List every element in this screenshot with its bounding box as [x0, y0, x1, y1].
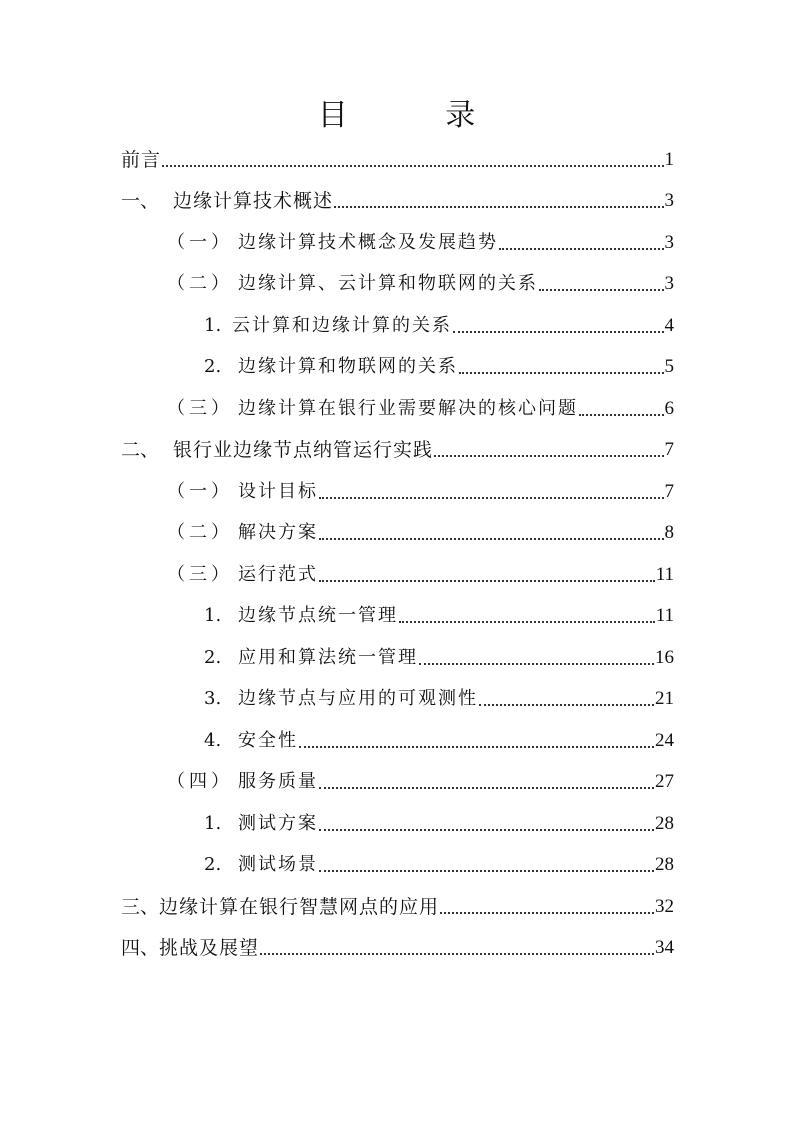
toc-entry-label: 运行范式 — [238, 564, 318, 585]
toc-entry[interactable] — [204, 643, 674, 673]
toc-entry-label: 边缘节点统一管理 — [238, 605, 398, 626]
toc-entry-label: 解决方案 — [238, 522, 318, 543]
toc-entry-page: 32 — [655, 896, 674, 917]
toc-leader-dots — [453, 331, 664, 333]
toc-entry-label: 云计算和边缘计算的关系 — [232, 315, 452, 336]
toc-entry-label: 前言 — [121, 149, 162, 171]
toc-entry-label: 应用和算法统一管理 — [238, 647, 418, 668]
toc-entry-page: 16 — [655, 647, 674, 668]
toc-entry-number: （三） — [167, 564, 233, 585]
toc-entry[interactable] — [167, 560, 674, 590]
toc-entry-number: 4. — [204, 730, 222, 751]
toc-leader-dots — [319, 538, 664, 540]
toc-entry[interactable] — [204, 352, 674, 382]
toc-entry-number: （一） — [167, 481, 233, 502]
toc-entry-page: 3 — [664, 232, 674, 253]
toc-entry-label: 边缘计算在银行智慧网点的应用 — [159, 896, 440, 918]
toc-entry-page: 7 — [664, 439, 674, 460]
toc-entry-number: （二） — [167, 273, 233, 294]
toc-leader-dots — [419, 663, 654, 665]
toc-entry[interactable] — [167, 477, 674, 507]
toc-entry[interactable] — [121, 435, 674, 465]
toc-entry-page: 21 — [655, 688, 674, 709]
toc-entry[interactable] — [121, 145, 674, 175]
toc-entry-label: 银行业边缘节点纳管运行实践 — [173, 439, 434, 461]
toc-entry-number: 1. — [204, 813, 222, 834]
toc-leader-dots — [299, 746, 654, 748]
toc-entry-label: 设计目标 — [238, 481, 318, 502]
toc-entry[interactable] — [167, 269, 674, 299]
toc-entry-number: 2. — [204, 854, 222, 875]
toc-entry[interactable] — [167, 518, 674, 548]
toc-entry-label: 测试方案 — [238, 813, 318, 834]
toc-entry-label: 边缘计算技术概述 — [173, 190, 334, 212]
toc-entry-number: （一） — [167, 232, 233, 253]
toc-entry-number: 四、 — [121, 937, 160, 959]
toc-entry-number: 二、 — [121, 439, 160, 461]
toc-entry-label: 挑战及展望 — [159, 937, 260, 959]
toc-entry-label: 安全性 — [238, 730, 298, 751]
toc-entry[interactable] — [204, 601, 674, 631]
toc-leader-dots — [162, 165, 663, 167]
toc-entry-number: 三、 — [121, 896, 160, 918]
toc-entry[interactable] — [167, 767, 674, 797]
toc-entry-number: 1. — [204, 315, 222, 336]
toc-entry-page: 24 — [655, 730, 674, 751]
toc-entry-label: 边缘计算在银行业需要解决的核心问题 — [238, 398, 578, 419]
toc-entry-number: 2. — [204, 356, 222, 377]
toc-entry-number: 2. — [204, 647, 222, 668]
toc-entry-page: 34 — [655, 937, 674, 958]
toc-entry[interactable] — [204, 809, 674, 839]
toc-leader-dots — [319, 829, 654, 831]
toc-entry-page: 6 — [664, 398, 674, 419]
toc-entry-page: 27 — [655, 771, 674, 792]
toc-entry-label: 边缘计算和物联网的关系 — [238, 356, 458, 377]
toc-entry-page: 3 — [664, 190, 674, 211]
toc-entry[interactable] — [204, 726, 674, 756]
toc-leader-dots — [499, 248, 664, 250]
toc-entry-page: 8 — [664, 522, 674, 543]
toc-entry-page: 7 — [664, 481, 674, 502]
toc-entry-label: 测试场景 — [238, 854, 318, 875]
toc-leader-dots — [539, 289, 664, 291]
toc-leader-dots — [260, 953, 654, 955]
toc-entry-label: 服务质量 — [238, 771, 318, 792]
toc-entry-number: （四） — [167, 771, 233, 792]
toc-entry-page: 4 — [664, 315, 674, 336]
toc-entry[interactable] — [204, 850, 674, 880]
toc-leader-dots — [399, 621, 655, 623]
toc-entry-label: 边缘计算、云计算和物联网的关系 — [238, 273, 538, 294]
toc-entry-number: 3. — [204, 688, 222, 709]
toc-entry-label: 边缘计算技术概念及发展趋势 — [238, 232, 498, 253]
toc-entry-page: 28 — [655, 813, 674, 834]
toc-entry-page: 5 — [664, 356, 674, 377]
toc-leader-dots — [440, 912, 654, 914]
toc-entry-number: （三） — [167, 398, 233, 419]
page-title: 目 录 — [317, 98, 520, 133]
toc-entry[interactable] — [204, 684, 674, 714]
toc-entry-page: 28 — [655, 854, 674, 875]
toc-entry-page: 11 — [655, 605, 674, 626]
toc-entry-label: 边缘节点与应用的可观测性 — [238, 688, 478, 709]
toc-leader-dots — [459, 372, 664, 374]
toc-entry[interactable] — [121, 933, 674, 963]
toc-entry-page: 11 — [655, 564, 674, 585]
toc-entry[interactable] — [204, 311, 674, 341]
toc-leader-dots — [434, 455, 663, 457]
toc-entry-number: 1. — [204, 605, 222, 626]
toc-leader-dots — [479, 704, 654, 706]
toc-leader-dots — [319, 870, 654, 872]
toc-leader-dots — [579, 414, 664, 416]
toc-entry-number: 一、 — [121, 190, 160, 212]
toc-entry-page: 3 — [664, 273, 674, 294]
toc-leader-dots — [319, 497, 664, 499]
toc-leader-dots — [334, 206, 663, 208]
toc-leader-dots — [319, 580, 655, 582]
toc-entry-page: 1 — [664, 149, 674, 170]
toc-entry-number: （二） — [167, 522, 233, 543]
toc-entry[interactable] — [167, 228, 674, 258]
toc-entry[interactable] — [121, 186, 674, 216]
toc-entry[interactable] — [167, 394, 674, 424]
toc-leader-dots — [319, 787, 654, 789]
toc-entry[interactable] — [121, 892, 674, 922]
